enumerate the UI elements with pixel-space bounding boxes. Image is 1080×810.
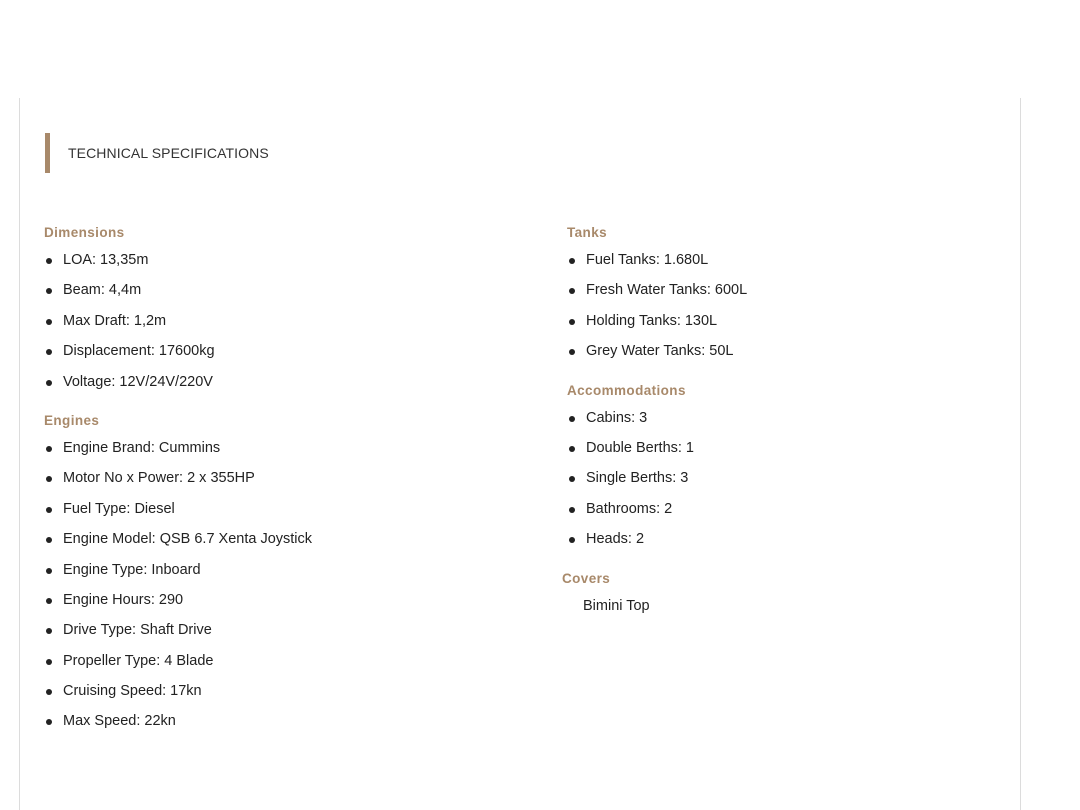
accommodations-group [567,381,1027,555]
spec-item: Holding Tanks: 130L [567,306,1027,336]
spec-item: Fresh Water Tanks: 600L [567,275,1027,305]
spec-item: Fuel Type: Diesel [44,494,504,524]
section-header [45,133,269,173]
spec-item: Displacement: 17600kg [44,336,504,366]
engines-list [44,433,504,737]
covers-group [562,569,1027,621]
spec-item: Grey Water Tanks: 50L [567,336,1027,366]
spec-item: Beam: 4,4m [44,275,504,305]
tanks-list [567,245,1027,367]
spec-item: Engine Brand: Cummins [44,433,504,463]
spec-item: Max Draft: 1,2m [44,306,504,336]
spec-item: Heads: 2 [567,524,1027,554]
accent-bar [45,133,50,173]
spec-item: Single Berths: 3 [567,463,1027,493]
dimensions-list [44,245,504,397]
spec-item: Cruising Speed: 17kn [44,676,504,706]
right-column [562,223,1027,635]
dimensions-title: Dimensions [44,225,125,240]
spec-item: Propeller Type: 4 Blade [44,646,504,676]
spec-item: LOA: 13,35m [44,245,504,275]
engines-title: Engines [44,412,100,428]
spec-item: Drive Type: Shaft Drive [44,615,504,645]
tanks-group [567,223,1027,367]
covers-title: Covers [562,570,611,586]
spec-item: Engine Type: Inboard [44,555,504,585]
engines-group [44,411,504,737]
left-column [44,223,504,751]
dimensions-group [44,223,504,397]
spec-item: Engine Model: QSB 6.7 Xenta Joystick [44,524,504,554]
spec-item: Engine Hours: 290 [44,585,504,615]
accommodations-title: Accommodations [567,382,686,398]
tanks-title: Tanks [567,225,608,240]
accommodations-list [567,403,1027,555]
section-title: TECHNICAL SPECIFICATIONS [68,145,269,161]
spec-item: Double Berths: 1 [567,433,1027,463]
spec-item: Bathrooms: 2 [567,494,1027,524]
spec-item: Motor No x Power: 2 x 355HP [44,463,504,493]
covers-item: Bimini Top [583,597,650,614]
spec-item: Voltage: 12V/24V/220V [44,367,504,397]
spec-item: Fuel Tanks: 1.680L [567,245,1027,275]
spec-item: Cabins: 3 [567,403,1027,433]
spec-item: Max Speed: 22kn [44,706,504,736]
